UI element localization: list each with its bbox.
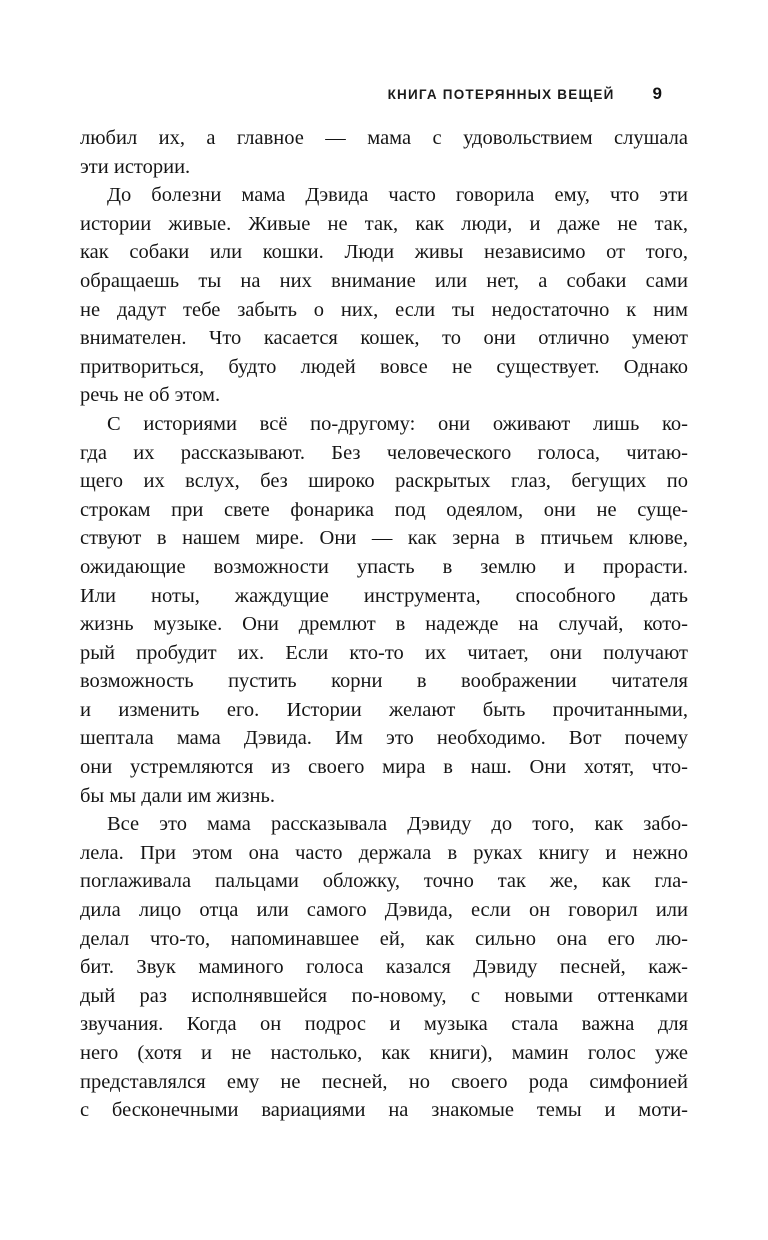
text-line: гда их рассказывают. Без человеческого голоса, читаю- bbox=[80, 441, 688, 464]
text-line: не дадут тебе забыть о них, если ты недостаточно к ним bbox=[80, 298, 688, 321]
text-line: ожидающие возможности упасть в землю и прорасти. bbox=[80, 555, 688, 578]
text-line: эти истории. bbox=[80, 155, 191, 178]
text-line: строкам при свете фонарика под одеялом, они не суще- bbox=[80, 498, 688, 521]
text-line: Или ноты, жаждущие инструмента, способного дать bbox=[80, 584, 688, 607]
text-line: и изменить его. Истории желают быть прочитанными, bbox=[80, 698, 688, 721]
text-line: Все это мама рассказывала Дэвиду до того, как забо- bbox=[107, 813, 688, 836]
text-line: речь не об этом. bbox=[80, 384, 221, 407]
text-line: они устремляются из своего мира в наш. Они хотят, что- bbox=[80, 756, 688, 779]
text-line: делал что-то, напоминавшее ей, как сильно она его лю- bbox=[80, 927, 688, 950]
text-line: поглаживала пальцами обложку, точно так же, как гла- bbox=[80, 870, 688, 893]
text-line: щего их вслух, без широко раскрытых глаз, бегущих по bbox=[80, 470, 688, 493]
text-line: бит. Звук маминого голоса казался Дэвиду песней, каж- bbox=[80, 956, 688, 979]
text-line: До болезни мама Дэвида часто говорила ему, что эти bbox=[107, 184, 688, 207]
text-line: обращаешь ты на них внимание или нет, а собаки сами bbox=[80, 269, 688, 292]
text-line: рый пробудит их. Если кто-то их читает, они получают bbox=[80, 641, 688, 664]
book-text bbox=[80, 124, 688, 1125]
text-line: С историями всё по-другому: они оживают лишь ко- bbox=[107, 412, 688, 435]
paragraph bbox=[80, 181, 688, 410]
paragraph bbox=[80, 410, 688, 810]
running-header bbox=[80, 84, 688, 104]
text-line: лела. При этом она часто держала в руках книгу и нежно bbox=[80, 841, 688, 864]
text-line: притвориться, будто людей вовсе не существует. Однако bbox=[80, 355, 688, 378]
text-line: представлялся ему не песней, но своего рода симфонией bbox=[80, 1070, 688, 1093]
text-line: истории живые. Живые не так, как люди, и даже не так, bbox=[80, 212, 688, 235]
text-line: как собаки или кошки. Люди живы независимо от того, bbox=[80, 241, 688, 264]
page-number: 9 bbox=[652, 84, 662, 103]
text-line: дила лицо отца или самого Дэвида, если он говорил или bbox=[80, 899, 688, 922]
text-line: звучания. Когда он подрос и музыка стала важна для bbox=[80, 1013, 688, 1036]
running-title: КНИГА ПОТЕРЯННЫХ ВЕЩЕЙ bbox=[387, 87, 615, 102]
text-line: возможность пустить корни в воображении читателя bbox=[80, 670, 688, 693]
text-line: жизнь музыке. Они дремлют в надежде на случай, кото- bbox=[80, 613, 688, 636]
text-line: дый раз исполнявшейся по-новому, с новыми оттенками bbox=[80, 984, 688, 1007]
text-line: внимателен. Что касается кошек, то они отлично умеют bbox=[80, 327, 688, 350]
text-line: бы мы дали им жизнь. bbox=[80, 784, 275, 807]
paragraph bbox=[80, 810, 688, 1125]
text-line: шептала мама Дэвида. Им это необходимо. Вот почему bbox=[80, 727, 688, 750]
text-line: него (хотя и не настолько, как книги), мамин голос уже bbox=[80, 1042, 688, 1064]
text-line: с бесконечными вариациями на знакомые темы и моти- bbox=[80, 1099, 688, 1122]
text-line: любил их, а главное — мама с удовольствием слушала bbox=[80, 127, 688, 149]
paragraph bbox=[80, 124, 688, 181]
text-line: ствуют в нашем мире. Они — как зерна в птичьем клюве, bbox=[80, 527, 688, 550]
